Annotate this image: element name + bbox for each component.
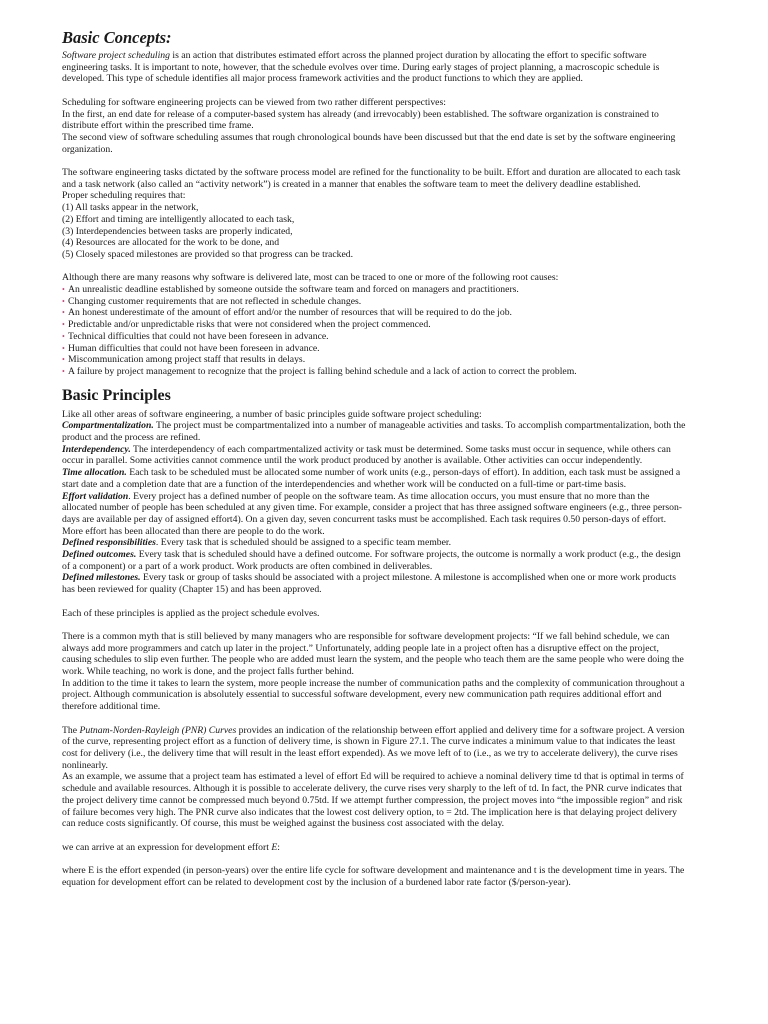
pnr-curve-paragraph [62, 725, 686, 772]
principle-text: Every task or group of tasks should be associated with a project milestone. A milestone is accomplished when one or more work products has been reviewed for quality (Chapter 15) and has been approved. [62, 572, 676, 596]
root-cause-item: • An unrealistic deadline established by someone outside the software team and forced on managers and practitioners. [62, 284, 686, 296]
root-causes-list [62, 284, 686, 378]
principle-text: . Every project has a defined number of people on the software team. As time allocation occurs, you must ensure that no more than the allocated number of people has been scheduled at any given time. For example, consider a project that has three assigned software engineers (e.g., three person-days are available per day of assigned effort4). On a given day, seven concurrent tasks must be accomplished. Each task requires 0.50 person-days of effort. More effort has been allocated than there are people to do the work. [62, 490, 683, 537]
principle-term: Defined milestones. [62, 572, 141, 584]
pnr-prefix: The [62, 724, 80, 736]
principle-text: Each task to be scheduled must be allocated some number of work units (e.g., person-days of effort). In addition, each task must be assigned a start date and a completion date that are a function of the interdependencies and whether work will be conducted on a full-time or part-time basis. [62, 467, 681, 490]
principle-defined-responsibilities [62, 537, 686, 549]
requirements-list [62, 202, 686, 261]
principle-term: Time allocation. [62, 467, 127, 479]
root-cause-item: • Miscommunication among project staff that results in delays. [62, 354, 686, 366]
requirement-item: (2) Effort and timing are intelligently allocated to each task, [62, 213, 295, 225]
effort-definition-paragraph: where E is the effort expended (in person-years) over the entire life cycle for software development and maintenance and t is the development time in years. The equation for development effort can be related to development cost by the inclusion of a burdened labor rate factor ($/person-year). [62, 864, 685, 888]
principles-intro: Like all other areas of software engineering, a number of basic principles guide software project scheduling: [62, 408, 482, 420]
principle-defined-outcomes [62, 549, 686, 572]
principle-text: . Every task that is scheduled should be assigned to a specific team member. [155, 537, 452, 549]
requirement-item: (4) Resources are allocated for the work to be done, and [62, 237, 280, 249]
principle-text: The project must be compartmentalized into a number of manageable activities and tasks. To accomplish compartmentalization, both the product and the process are refined. [62, 420, 686, 444]
root-causes-intro: Although there are many reasons why software is delivered late, most can be traced to one or more of the following root causes: [62, 272, 559, 284]
principles-summary: Each of these principles is applied as the project schedule evolves. [62, 607, 320, 619]
pnr-term: Putnam-Norden-Rayleigh (PNR) Curves [79, 724, 237, 736]
principle-term: Effort validation [62, 490, 129, 502]
communication-paragraph: In addition to the time it takes to learn the system, more people increase the number of communication paths and the complexity of communication throughout a project. Although communication is absolutely essential to successful software development, every new communication path requires additional effort and therefore additional time. [62, 677, 685, 713]
proper-scheduling-intro: Proper scheduling requires that: [62, 190, 186, 202]
root-cause-item: • Technical difficulties that could not have been foreseen in advance. [62, 331, 686, 343]
root-cause-item: • Changing customer requirements that are not reflected in schedule changes. [62, 296, 686, 308]
principle-effort-validation [62, 491, 686, 538]
pnr-example-paragraph: As an example, we assume that a project team has estimated a level of effort Ed will be required to achieve a nominal delivery time td that is optimal in terms of schedule and available resources. Although it is possible to accelerate delivery, the curve rises very sharply to the left of td. In fact, the PNR curve indicates that the project delivery time cannot be compressed much beyond 0.75td. If we attempt further compression, the project moves into “the impossible region” and risk of failure becomes very high. The PNR curve also indicates that the lowest cost delivery option, to = 2td. The implication here is that delaying project delivery can reduce costs significantly. Of course, this must be weighed against the business cost associated with the delay. [62, 771, 684, 830]
perspectives-intro: Scheduling for software engineering projects can be viewed from two rather different perspectives: [62, 96, 446, 108]
scheduling-term: Software project scheduling [62, 50, 170, 61]
myth-paragraph: There is a common myth that is still believed by many managers who are responsible for software development projects: “If we fall behind schedule, we can always add more programmers and catch up later in the project.” Unfortunately, adding people late in a project often has a disruptive effect on the project, causing schedules to slip even further. The people who are added must learn the system, and the people who teach them are the same people who were doing the work. While teaching, no work is done, and the project falls further behind. [62, 630, 684, 678]
scheduling-definition-text: is an action that distributes estimated effort across the planned project duration by allocating the effort to specific software engineering tasks. It is important to note, however, that the schedule evolves over time. During early stages of project planning, a macroscopic schedule is developed. This type of schedule identifies all major process framework activities and the product functions to which they are applied. [62, 50, 660, 85]
principle-time-allocation [62, 467, 686, 490]
principle-compartmentalization [62, 420, 686, 443]
principle-text: The interdependency of each compartmentalized activity or task must be determined. Some tasks must occur in sequence, while others can occur in parallel. Some activities cannot commence until the work product produced by another is available. Other activities can occur independently. [62, 443, 671, 467]
principle-term: Interdependency. [62, 443, 131, 455]
perspective-two: The second view of software scheduling assumes that rough chronological bounds have been discussed but that the end date is set by the software engineering organization. [62, 131, 676, 155]
principle-term: Compartmentalization. [62, 420, 154, 432]
perspective-one: In the first, an end date for release of a computer-based system has already (and irrevocably) been established. The software organization is constrained to distribute effort within the prescribed time frame. [62, 108, 659, 132]
pnr-text: provides an indication of the relationship between effort applied and delivery time for a software project. A version of the curve, representing project effort as a function of delivery time, is shown in Figure 27.1. The curve indicates a minimum value to that indicates the least cost for delivery (i.e., the delivery time that will result in the least effort expended). As we move left of to (i.e., as we try to accelerate delivery), the curve rises nonlinearly. [62, 724, 685, 771]
scheduling-definition [62, 50, 686, 85]
requirement-item: (5) Closely spaced milestones are provided so that progress can be tracked. [62, 248, 354, 260]
root-cause-item: • Human difficulties that could not have been foreseen in advance. [62, 343, 686, 355]
principle-defined-milestones [62, 572, 686, 595]
principle-interdependency [62, 444, 686, 467]
task-refinement-paragraph: The software engineering tasks dictated by the software process model are refined for the functionality to be built. Effort and duration are allocated to each task and a task network (also called an “activity network”) is created in a manner that enables the software team to meet the delivery deadline established. [62, 167, 681, 190]
root-cause-item: • An honest underestimate of the amount of effort and/or the number of resources that will be required to do the job. [62, 307, 686, 319]
root-cause-item: • Predictable and/or unpredictable risks that were not considered when the project commenced. [62, 319, 686, 331]
basic-concepts-heading: Basic Concepts: [62, 28, 172, 47]
effort-variable: E [271, 841, 278, 853]
effort-expression-suffix: : [277, 841, 280, 853]
basic-principles-heading: Basic Principles [62, 386, 171, 404]
principle-text: Every task that is scheduled should have a defined outcome. For software projects, the outcome is normally a work product (e.g., the design of a component) or a part of a work product. Work products are often combined in deliverables. [62, 549, 681, 572]
effort-expression-text: we can arrive at an expression for development effort [62, 841, 272, 853]
principle-term: Defined outcomes. [62, 549, 137, 561]
requirement-item: (3) Interdependencies between tasks are properly indicated, [62, 225, 293, 237]
effort-expression-line [62, 842, 686, 854]
root-cause-item: • A failure by project management to recognize that the project is falling behind schedule and a lack of action to correct the problem. [62, 366, 686, 378]
requirement-item: (1) All tasks appear in the network, [62, 202, 199, 214]
principle-term: Defined responsibilities [62, 537, 156, 549]
